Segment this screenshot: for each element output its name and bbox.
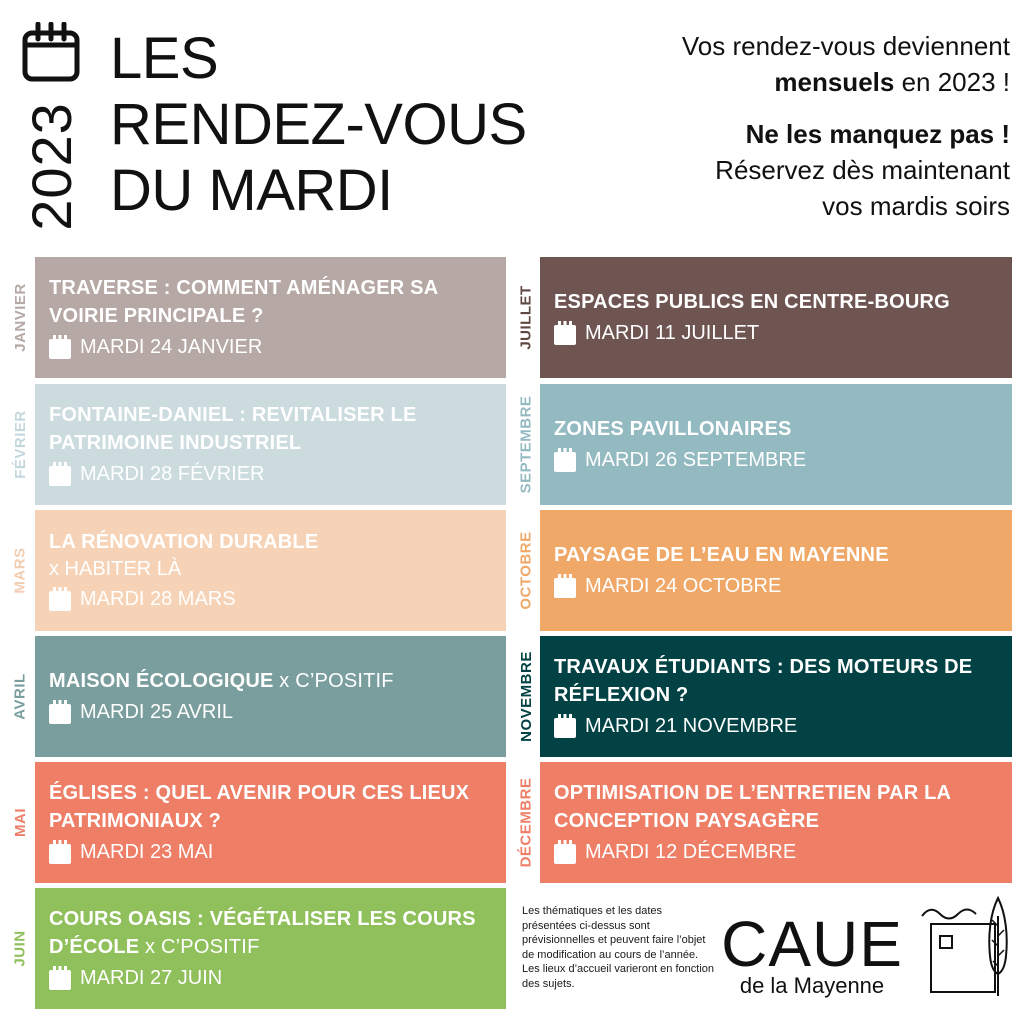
month-label: DÉCEMBRE	[517, 777, 535, 867]
intro-rest: en 2023 !	[894, 67, 1010, 97]
caue-house-tree-icon	[918, 896, 1016, 1000]
event-card	[35, 888, 506, 1009]
month-label: FÉVRIER	[11, 409, 29, 479]
event-card	[540, 510, 1012, 631]
month-label: SEPTEMBRE	[517, 395, 535, 493]
event-card	[540, 636, 1012, 757]
event-date: MARDI 27 JUIN	[49, 964, 490, 992]
intro-line: Réservez dès maintenant	[715, 155, 1010, 185]
event-title: LA RÉNOVATION DURABLE	[49, 531, 319, 553]
event-date: MARDI 12 DÉCEMBRE	[554, 838, 996, 866]
event-card	[35, 257, 506, 378]
calendar-icon	[554, 321, 576, 345]
intro-line: vos mardis soirs	[822, 191, 1010, 221]
event-date: MARDI 23 MAI	[49, 838, 490, 866]
title-line: LES	[110, 26, 219, 91]
event-date: MARDI 26 SEPTEMBRE	[554, 446, 996, 474]
month-label: NOVEMBRE	[517, 650, 535, 742]
month-label: MARS	[11, 546, 29, 594]
logo-subtitle: de la Mayenne	[739, 973, 885, 998]
event-date: MARDI 24 OCTOBRE	[554, 572, 996, 600]
event-date: MARDI 28 FÉVRIER	[49, 460, 490, 488]
month-label: AVRIL	[11, 672, 29, 720]
title-line: RENDEZ-VOUS	[110, 92, 527, 157]
calendar-icon	[49, 966, 71, 990]
event-card	[540, 762, 1012, 883]
calendar-icon	[49, 700, 71, 724]
calendar-icon	[49, 335, 71, 359]
month-label: MAI	[11, 807, 29, 837]
calendar-icon	[22, 22, 80, 82]
event-card	[540, 384, 1012, 505]
intro-cta: Ne les manquez pas !	[745, 119, 1010, 149]
event-title: ÉGLISES : QUEL AVENIR POUR CES LIEUX PATRIMONIAUX ?	[49, 782, 470, 832]
year-label: 2023	[19, 101, 83, 231]
event-title: TRAVAUX ÉTUDIANTS : DES MOTEURS DE RÉFLEXION ?	[554, 656, 973, 706]
page-title	[110, 26, 550, 224]
calendar-icon	[49, 587, 71, 611]
intro-line	[570, 64, 1010, 100]
logo-name: CAUE	[721, 908, 903, 980]
calendar-icon	[554, 448, 576, 472]
intro-line: Vos rendez-vous deviennent	[681, 31, 1010, 61]
event-card	[35, 636, 506, 757]
event-partner: x C’POSITIF	[273, 670, 394, 692]
event-title: FONTAINE-DANIEL : REVITALISER LE PATRIMOINE INDUSTRIEL	[49, 404, 417, 454]
calendar-icon	[554, 574, 576, 598]
event-title: TRAVERSE : COMMENT AMÉNAGER SA VOIRIE PRINCIPALE ?	[49, 277, 438, 327]
event-card	[35, 762, 506, 883]
event-partner: x C’POSITIF	[139, 936, 260, 958]
event-title: PAYSAGE DE L’EAU EN MAYENNE	[554, 544, 889, 566]
event-title: ESPACES PUBLICS EN CENTRE-BOURG	[554, 291, 950, 313]
event-title: ZONES PAVILLONAIRES	[554, 418, 792, 440]
event-card	[35, 510, 506, 631]
month-label: OCTOBRE	[517, 530, 535, 610]
calendar-icon	[49, 462, 71, 486]
event-date: MARDI 21 NOVEMBRE	[554, 712, 996, 740]
title-line: DU MARDI	[110, 158, 393, 223]
event-partner: x HABITER LÀ	[49, 558, 182, 580]
event-title: COURS OASIS : VÉGÉTALISER LES COURS D’ÉCOLE x C’POSITIF	[49, 908, 476, 958]
event-date: MARDI 24 JANVIER	[49, 333, 490, 361]
disclaimer-note: Les thématiques et les dates présentées ci-dessus sont prévisionnelles et peuvent faire l’objet de modification au cours de l’année. Les lieux d’accueil varieront en fonction des sujets.	[522, 905, 715, 990]
calendar-icon	[49, 840, 71, 864]
event-date: MARDI 25 AVRIL	[49, 698, 490, 726]
month-label: JANVIER	[11, 282, 29, 352]
event-title: OPTIMISATION DE L’ENTRETIEN PAR LA CONCEPTION PAYSAGÈRE	[554, 782, 951, 832]
event-title: MAISON ÉCOLOGIQUE x C’POSITIF	[49, 670, 394, 692]
intro-text	[570, 28, 1010, 224]
intro-bold: mensuels	[774, 67, 895, 97]
event-card	[35, 384, 506, 505]
calendar-icon	[554, 840, 576, 864]
caue-logo	[720, 908, 904, 998]
calendar-icon	[554, 714, 576, 738]
event-date: MARDI 28 MARS	[49, 585, 490, 613]
month-label: JUILLET	[517, 284, 535, 350]
event-card	[540, 257, 1012, 378]
month-label: JUIN	[11, 929, 29, 967]
event-date: MARDI 11 JUILLET	[554, 319, 996, 347]
